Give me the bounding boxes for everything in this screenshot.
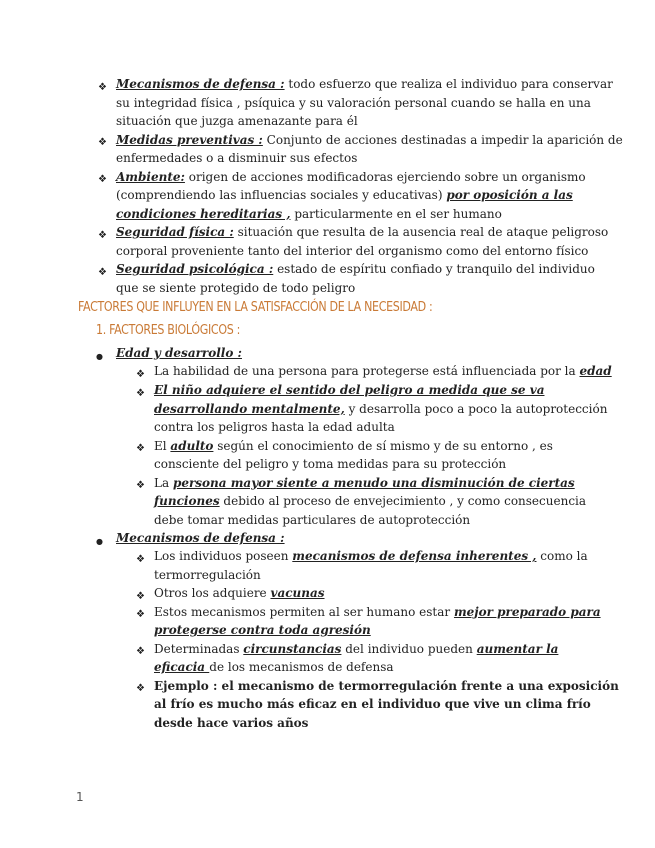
dot-bullet-icon: ● [96,352,103,361]
diamond-bullet-icon: ❖ [136,609,145,620]
mecanismos-item-3-line: protegerse contra toda agresión [154,623,371,637]
glossary-line: enfermedades o a disminuir sus efectos [116,151,358,165]
mecanismos-title: Mecanismos de defensa : [116,531,285,545]
edad-item-2-line: contra los peligros hasta la edad adulta [154,420,395,434]
diamond-bullet-icon: ❖ [136,554,145,565]
diamond-bullet-icon: ❖ [98,82,107,93]
edad-item-4-line: funciones debido al proceso de envejecimiento , y como consecuencia [154,494,587,508]
mecanismos-item-3: Estos mecanismos permiten al ser humano estar mejor preparado para [154,604,601,619]
mecanismos-example-line: al frío es mucho más eficaz en el individuo que vive un clima frío [154,697,591,711]
glossary-line: situación que juzga amenazante para él [116,114,358,128]
glossary-item-seguridad-fisica: Seguridad física : situación que resulta de la ausencia real de ataque peligroso [116,225,609,239]
diamond-bullet-icon: ❖ [136,480,145,491]
diamond-bullet-icon: ❖ [136,683,145,694]
mecanismos-example: Ejemplo : el mecanismo de termorregulación frente a una exposición [154,678,619,693]
glossary-line: su integridad física , psíquica y su valoración personal cuando se halla en una [116,95,591,110]
edad-item-1: La habilidad de una persona para protegerse está influenciada por la edad [154,364,612,378]
glossary-item-ambiente: Ambiente: origen de acciones modificadoras ejerciendo sobre un organismo [116,169,586,184]
glossary-line: condiciones hereditarias , particularmente en el ser humano [116,206,502,221]
glossary-line: corporal proveniente tanto del interior del organismo como del entorno físico [116,243,589,258]
mecanismos-item-4: Determinadas circunstancias del individuo pueden aumentar la [154,641,559,656]
diamond-bullet-icon: ❖ [136,369,145,380]
diamond-bullet-icon: ❖ [136,591,145,602]
glossary-line: (comprendiendo las influencias sociales y educativas) por oposición a las [116,188,573,202]
mecanismos-item-1: Los individuos poseen mecanismos de defensa inherentes , como la [154,549,588,563]
diamond-bullet-icon: ❖ [98,137,107,148]
glossary-item-mecanismos: Mecanismos de defensa : todo esfuerzo que realiza el individuo para conservar [116,77,613,91]
edad-item-4: La persona mayor siente a menudo una disminución de ciertas [154,475,575,490]
mecanismos-example-line: desde hace varios años [154,715,309,730]
edad-item-2: El niño adquiere el sentido del peligro a medida que se va [154,383,545,397]
diamond-bullet-icon: ❖ [136,388,145,399]
edad-item-3: El adulto según el conocimiento de sí mismo y de su entorno , es [154,438,553,453]
diamond-bullet-icon: ❖ [98,230,107,241]
mecanismos-item-4-line: eficacia de los mecanismos de defensa [154,660,394,674]
edad-title: Edad y desarrollo : [116,346,242,360]
glossary-line: que se siente protegido de todo peligro [116,280,356,295]
page-number: 1 [76,790,84,804]
edad-item-2-line: desarrollando mentalmente, y desarrolla poco a poco la autoprotección [154,401,608,416]
edad-item-4-line: debe tomar medidas particulares de autoprotección [154,512,471,527]
mecanismos-item-2: Otros los adquiere vacunas [154,586,325,600]
diamond-bullet-icon: ❖ [136,646,145,657]
diamond-bullet-icon: ❖ [98,174,107,185]
subsection-heading: 1. FACTORES BIOLÓGICOS : [96,322,240,338]
edad-item-3-line: consciente del peligro y toma medidas para su protección [154,457,507,471]
dot-bullet-icon: ● [96,537,103,546]
glossary-item-medidas: Medidas preventivas : Conjunto de acciones destinadas a impedir la aparición de [116,132,623,147]
mecanismos-item-1-line: termorregulación [154,567,261,582]
diamond-bullet-icon: ❖ [136,443,145,454]
glossary-item-seguridad-psicologica: Seguridad psicológica : estado de espíritu confiado y tranquilo del individuo [116,262,595,276]
diamond-bullet-icon: ❖ [98,267,107,278]
section-heading: FACTORES QUE INFLUYEN EN LA SATISFACCIÓN DE LA NECESIDAD : [78,299,433,315]
